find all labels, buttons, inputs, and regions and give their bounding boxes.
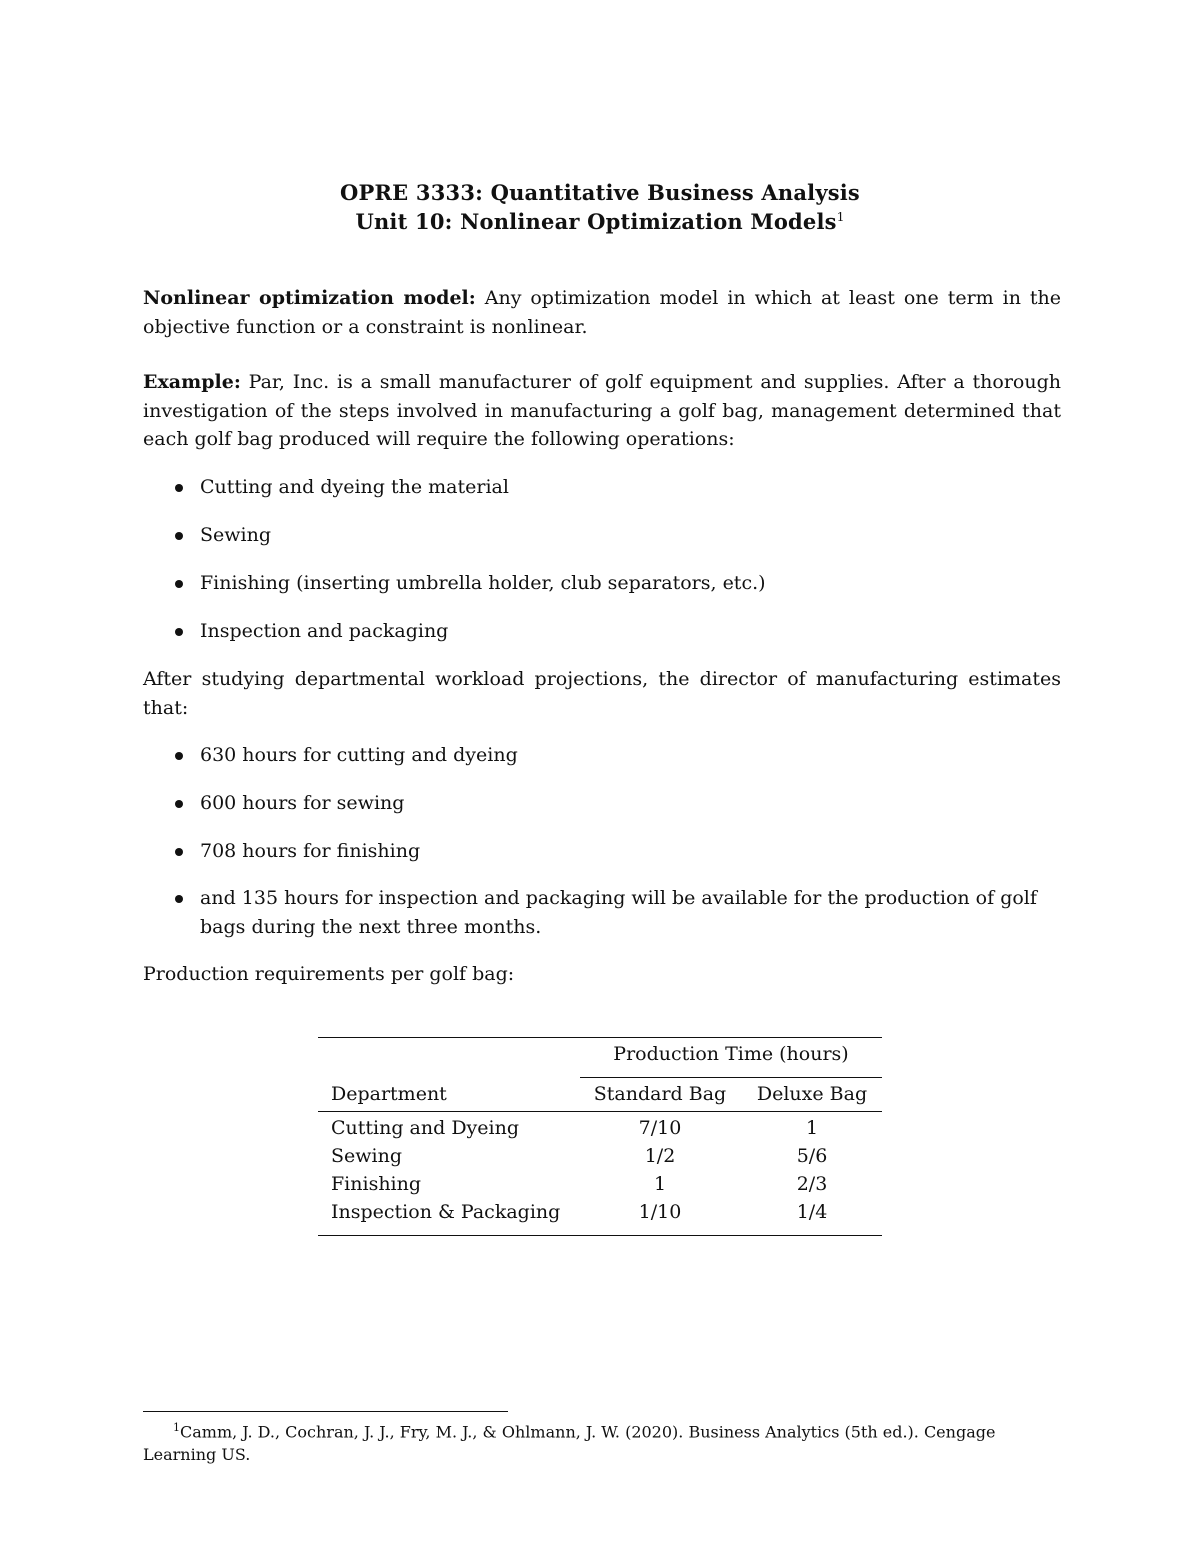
footnote-rule [143, 1411, 508, 1412]
table-bottom-rule [318, 1235, 882, 1236]
table-cell-department: Cutting and Dyeing [331, 1117, 520, 1139]
workload-paragraph: After studying departmental workload projections, the director of manufacturing estimates that: [143, 668, 1061, 719]
bullet-icon [175, 800, 183, 808]
bullet-icon [175, 848, 183, 856]
unit-title-text: Unit 10: Nonlinear Optimization Models [355, 209, 837, 234]
table-header-deluxe: Deluxe Bag [756, 1083, 868, 1105]
table-group-header: Production Time (hours) [613, 1043, 849, 1065]
bullet-icon [175, 580, 183, 588]
definition-term: Nonlinear optimization model: [143, 287, 476, 309]
table-cell-deluxe: 2/3 [796, 1173, 828, 1195]
list-item: 600 hours for sewing [200, 792, 405, 814]
table-top-rule [318, 1037, 882, 1038]
course-title [0, 180, 1200, 205]
list-item: Cutting and dyeing the material [200, 476, 509, 498]
bullet-icon [175, 752, 183, 760]
table-cell-deluxe: 1 [805, 1117, 819, 1139]
bullet-icon [175, 895, 183, 903]
table-cell-department: Sewing [331, 1145, 402, 1167]
list-item: and 135 hours for inspection and packaging will be available for the production of golf bags during the next three months. [200, 887, 1037, 938]
title-footnote-mark: 1 [836, 210, 845, 224]
definition-text: Any optimization model in which at least one term in the objective function or a constraint is nonlinear. [143, 287, 1061, 338]
footnote-mark: 1 [173, 1421, 180, 1434]
table-cell-deluxe: 1/4 [796, 1201, 828, 1223]
list-item: Finishing (inserting umbrella holder, club separators, etc.) [200, 572, 766, 594]
table-cell-standard: 1/2 [644, 1145, 676, 1167]
requirements-paragraph: Production requirements per golf bag: [143, 963, 515, 985]
example-text: Par, Inc. is a small manufacturer of golf equipment and supplies. After a thorough investigation of the steps involved in manufacturing a golf bag, management determined that each golf bag produced will require the following operations: [143, 371, 1061, 450]
table-cell-department: Finishing [331, 1173, 422, 1195]
bullet-icon [175, 532, 183, 540]
example-label: Example: [143, 371, 241, 393]
definition-paragraph [143, 284, 1061, 341]
list-item: Inspection and packaging [200, 620, 449, 642]
list-item: 708 hours for finishing [200, 840, 421, 862]
table-header-department: Department [331, 1083, 447, 1105]
bullet-icon [175, 628, 183, 636]
list-item: Sewing [200, 524, 271, 546]
course-title-text: OPRE 3333: Quantitative Business Analysis [340, 180, 860, 205]
table-cell-standard: 7/10 [638, 1117, 682, 1139]
footnote-text: Camm, J. D., Cochran, J. J., Fry, M. J., & Ohlmann, J. W. (2020). Business Analytics (5th ed.). Cengage Learning US. [143, 1422, 996, 1465]
unit-title [0, 209, 1200, 234]
table-cell-standard: 1/10 [638, 1201, 682, 1223]
table-cell-department: Inspection & Packaging [331, 1201, 561, 1223]
footnote [143, 1416, 1061, 1466]
table-header-standard: Standard Bag [593, 1083, 727, 1105]
table-header-rule [318, 1111, 882, 1112]
table-group-rule [580, 1077, 882, 1078]
table-cell-deluxe: 5/6 [796, 1145, 828, 1167]
example-paragraph [143, 368, 1061, 454]
list-item: 630 hours for cutting and dyeing [200, 744, 518, 766]
bullet-icon [175, 484, 183, 492]
table-cell-standard: 1 [653, 1173, 667, 1195]
